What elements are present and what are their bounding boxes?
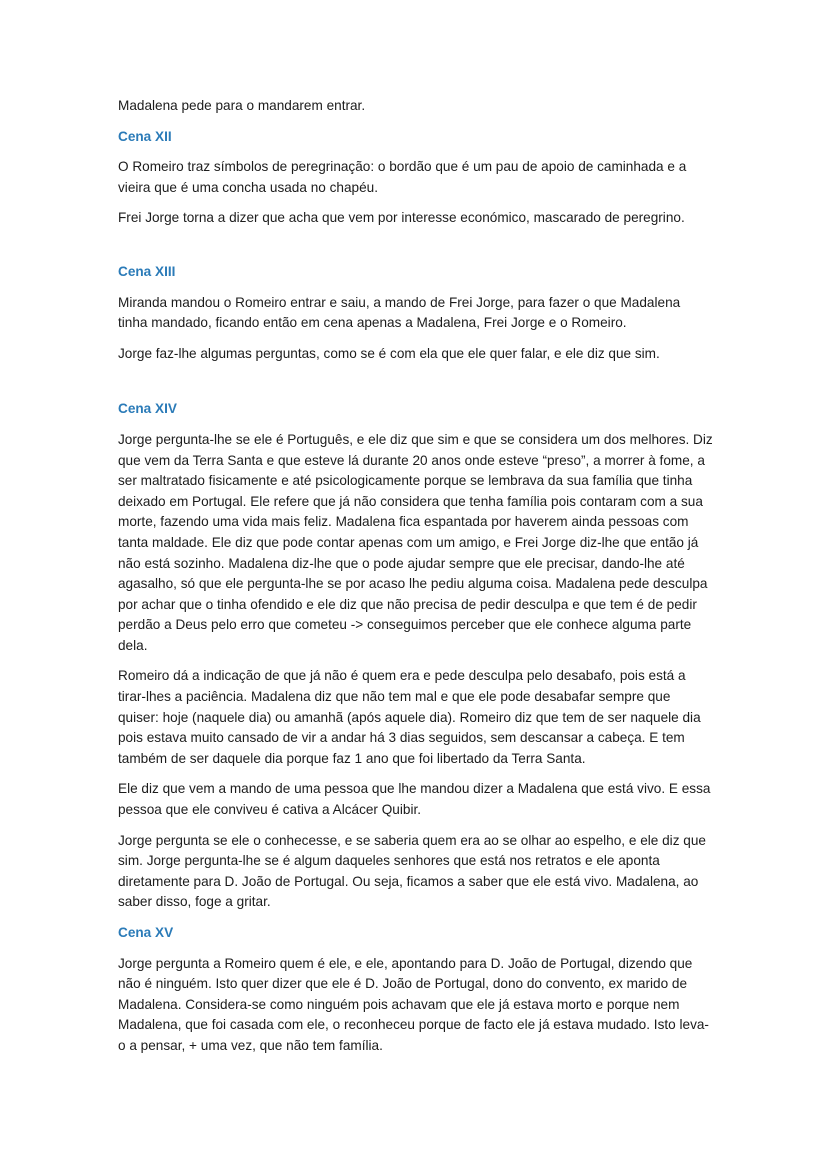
- scene-14-paragraph-1: Jorge pergunta-lhe se ele é Português, e ele diz que sim e que se considera um dos melhores. Diz que vem da Terra Santa e que esteve lá durante 20 anos onde esteve “preso”, a morrer à fome, a ser maltratado fisicamente e até psicologicamente porque se lembrava da sua família que tinha deixado em Portugal. Ele refere que já não considera que tenha família pois contaram com a sua morte, fazendo uma vida mais feliz. Madalena fica espantada por haverem ainda pessoas com tanta maldade. Ele diz que pode contar apenas com um amigo, e Frei Jorge diz-lhe que então já não está sozinho. Madalena diz-lhe que o pode ajudar sempre que ele precisar, dando-lhe até agasalho, só que ele pergunta-lhe se por acaso lhe pediu alguma coisa. Madalena pede desculpa por achar que o tinha ofendido e ele diz que não precisa de pedir desculpa e que tem é de pedir perdão a Deus pelo erro que cometeu -> conseguimos perceber que ele conhece alguma parte dela.: [118, 431, 713, 653]
- scene-13-heading: Cena XIII: [118, 263, 176, 279]
- scene-15-heading: Cena XV: [118, 925, 174, 940]
- scene-13-paragraph-2: Jorge faz-lhe algumas perguntas, como se é com ela que ele quer falar, e ele diz que sim.: [118, 345, 660, 361]
- scene-13-paragraph-1: Miranda mandou o Romeiro entrar e saiu, a mando de Frei Jorge, para fazer o que Madalena tinha mandado, ficando então em cena apenas a Madalena, Frei Jorge e o Romeiro.: [118, 294, 681, 331]
- intro-paragraph: Madalena pede para o mandarem entrar.: [118, 98, 366, 113]
- scene-12-paragraph-2: Frei Jorge torna a dizer que acha que vem por interesse económico, mascarado de peregrino.: [118, 210, 685, 226]
- scene-15-paragraph-1: Jorge pergunta a Romeiro quem é ele, e ele, apontando para D. João de Portugal, dizendo que não é ninguém. Isto quer dizer que ele é D. João de Portugal, dono do convento, ex marido de Madalena. Considera-se como ninguém pois achavam que ele já estava morto e porque nem Madalena, que foi casada com ele, o reconheceu porque de facto ele já estava mudado. Isto leva-o a pensar, + uma vez, que não tem família.: [118, 955, 709, 1053]
- scene-14-heading: Cena XIV: [118, 401, 177, 417]
- scene-12-paragraph-1: O Romeiro traz símbolos de peregrinação: o bordão que é um pau de apoio de caminhada e a vieira que é uma concha usada no chapéu.: [118, 159, 687, 195]
- document-page: [118, 96, 713, 1067]
- scene-14-paragraph-4: Jorge pergunta se ele o conhecesse, e se saberia quem era ao se olhar ao espelho, e ele diz que sim. Jorge pergunta-lhe se é algum daqueles senhores que está nos retratos e ele aponta diretamente para D. João de Portugal. Ou seja, ficamos a saber que ele está vivo. Madalena, ao saber disso, foge a gritar.: [118, 832, 706, 910]
- scene-14-paragraph-2: Romeiro dá a indicação de que já não é quem era e pede desculpa pelo desabafo, pois está a tirar-lhes a paciência. Madalena diz que não tem mal e que ele pode desabafar sempre que quiser: hoje (naquele dia) ou amanhã (após aquele dia). Romeiro diz que tem de ser naquele dia pois estava muito cansado de vir a andar há 3 dias seguidos, sem descansar a cabeça. E tem também de ser daquele dia porque faz 1 ano que foi libertado da Terra Santa.: [118, 668, 701, 766]
- scene-12-heading: Cena XII: [118, 128, 172, 144]
- scene-14-paragraph-3: Ele diz que vem a mando de uma pessoa que lhe mandou dizer a Madalena que está vivo. E essa pessoa que ele conviveu é cativa a Alcácer Quibir.: [118, 781, 711, 818]
